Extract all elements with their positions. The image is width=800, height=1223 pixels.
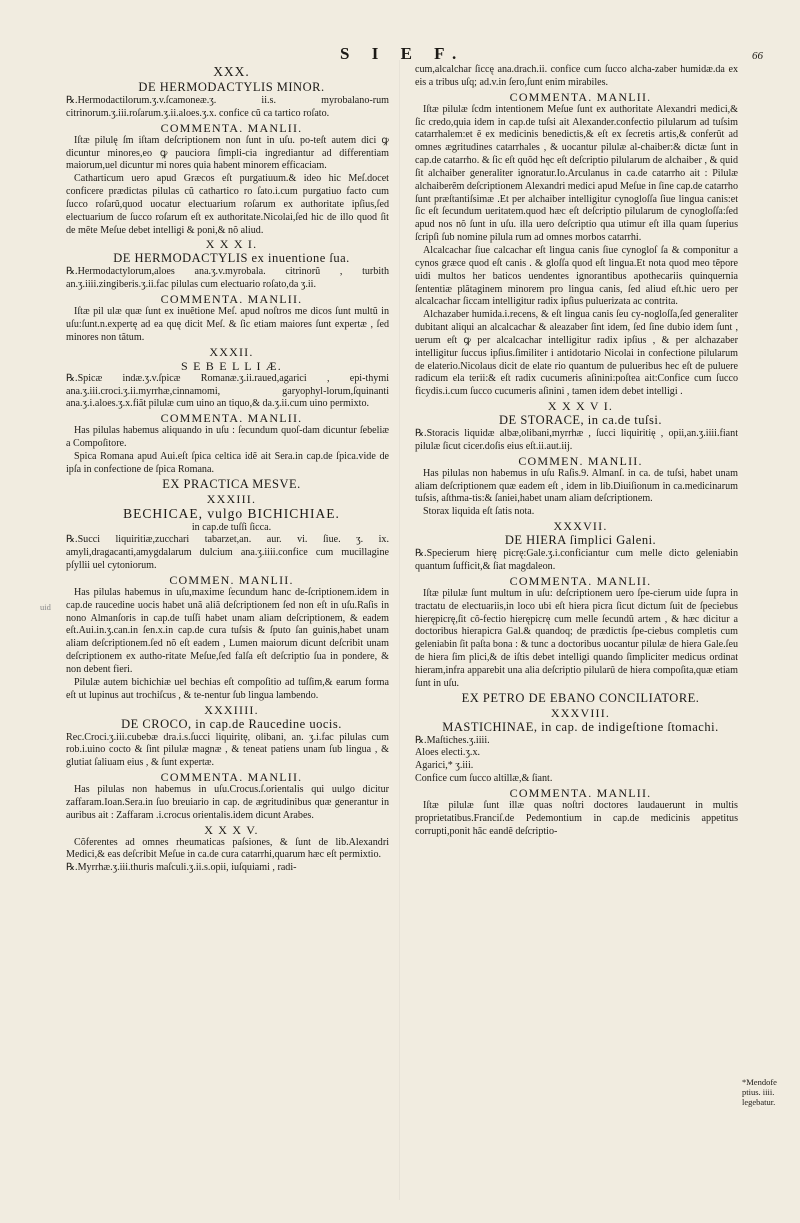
subheading: in cap.de tuſſi ſicca. bbox=[191, 521, 272, 533]
paragraph: Alcalcachar ſiue calcachar eſt lingua canis ſiue cynogloſ ſa & componitur a cynos græce quod eſt canis . & gloſſa quod eſt lingua.Et nota quod meo tẽpore uidi multos her baticos uendentes ignorantibus apothecariis quinquernia ſententiæ plãtaginem minorem pro lingua canis, ſed aliud eſt.hic uero per alcalcachar ſiccam intelligitur radix ipſius puluerizata ac contrita. bbox=[415, 244, 738, 308]
commentary-heading: COMMENTA. MANLII. bbox=[509, 785, 652, 800]
recipe-text: ℞.Specierum hierę picrę:Gale.ʒ.i.conficiantur cum melle dicto geleniabin quantum ſufficit,& ſiat magdaleon. bbox=[415, 548, 738, 572]
commentary-heading: XXXVII. bbox=[553, 519, 608, 534]
recipe-text: ℞.Maſtiches.ʒ.iiii. bbox=[415, 734, 490, 746]
commentary-heading: X X X V I. bbox=[547, 399, 614, 414]
commentary-heading: COMMEN. MANLII. bbox=[518, 453, 643, 468]
paragraph: Iſtæ pilulæ ſunt illæ quas noſtri doctores laudauerunt in multis proprietatibus.Franciſ.de Pedemontium in cap.de medicinis appetitus corrupti,ponit hãc eandẽ deſcriptio- bbox=[415, 799, 738, 837]
paragraph: Alchazaber humida.i.recens, & eſt lingua canis ſeu cy-nogloſſa,ſed generaliter dubitant aliqui an alcalcachar & aleazaber ſint idem, ſed ſine dubio idem ſunt , uerum eſt ꝙ per alcalcachar intelligitur radix ipſius , & per alchazaber intelligitur ſuccus ipſius.ſimiliter i antidotario Nicolai in confectione pilularum de elaterio.Nicolaus dicit de elate rio quantum de pulueribus hec eſt de puluere radicum ela terii:& eſt radix cucumeris aſinini:poſtea ait:Confice cum ſucco ficydis.i.cum ſucco cucumeris aſinini , tamen idem debet intelligi . bbox=[415, 309, 738, 398]
paragraph: Has pilulas habemus in uſu,maxime ſecundum hanc de-ſcriptionem.idem in cap.de raucedine uocis habet unã aliã deſcriptionem ſed non eſt in uſu.Raſis in nono Almanſoris in cap.de tuſſi habet unam aliam deſcriptionem, & eadem eſt.Aui.in.ʒ.can.in ſen.x.in cap.de cura tuſsis & ſputo ſan guinis,habet unam aliam deſcriptionem.ſed nõ eſt eadem , Lumen maiorum dicunt deſcribit unam deſcriptionem ex autho-ritate Meſue,ſed falſa eſt deſcriptio ſua in pondere, & non debent fieri. bbox=[66, 586, 389, 675]
recipe-text: ℞.Hermodactilorum.ʒ.v.ſcamoneæ.ʒ. ii.s. myrobalano-rum citrinorum.ʒ.iii.roſarum.ʒ.ii.aloes.ʒ.x. confice cũ ca tartico roſato. bbox=[66, 95, 389, 119]
margin-note-line: *Mendofe bbox=[742, 1077, 777, 1087]
recipe-text: Aloes electi.ʒ.x. bbox=[415, 747, 481, 759]
recipe-text: Confice cum ſucco altillæ,& ſiant. bbox=[415, 773, 553, 785]
paragraph: Has pilulas non habemus in uſu Raſis.9. Almanſ. in ca. de tuſsi, habet unam aliam deſcriptionem quæ eadem eſt , idem in lib.Diuiſionum in ca.medicinarum tuſsis, aſthma-tis:& ſaniei,habet unam aliam deſcriptionem. bbox=[415, 467, 738, 505]
commentary-heading: COMMENTA. MANLII. bbox=[160, 411, 303, 426]
recipe-text: ℞.Storacis liquidæ albæ,olibani,myrrhæ , ſucci liquiritię , opii,an.ʒ.iiii.fiant pilulæ ſicut cicer.doſis eius eſt.ii.aut.iij. bbox=[415, 428, 738, 452]
section-heading: BECHICAE, vulgo BICHICHIAE. bbox=[123, 505, 340, 521]
commentary-heading: COMMENTA. MANLII. bbox=[509, 573, 652, 588]
left-column bbox=[66, 64, 389, 875]
recipe-text: ℞.Hermodactylorum,aloes ana.ʒ.v.myrobala. citrinorũ , turbith an.ʒ.iiii.zingiberis.ʒ.ii.fac pilulas cum electuario roſato,da ʒ.ii. bbox=[66, 266, 389, 291]
recipe-text: ℞.Spicæ indæ.ʒ.v.ſpicæ Romanæ.ʒ.ii.raued,agarici , epi-thymi ana.ʒ.iii.croci.ʒ.ii.myrrhæ,cinnamomi, garyophyl-lorum,ſquinanti ana.ʒ.i.aloes.ʒ.x.fiãt pilulæ cum uino an tiquo,& da.ʒ.ii.cum uino permixto. bbox=[66, 372, 389, 410]
running-head: S I E F. bbox=[340, 44, 466, 63]
section-heading: DE CROCO, in cap.de Raucedine uocis. bbox=[121, 716, 342, 731]
commentary-heading: COMMENTA. MANLII. bbox=[160, 292, 303, 307]
section-heading: EX PRACTICA MESVE. bbox=[162, 476, 301, 491]
paragraph: Iſtæ pilulæ ſcdm intentionem Meſue ſunt ex authoritate Alexandri medici,& ſic credo,quia idem in cap.de tuſsi ait Alexander.confectio pilularum ad tuſsim catarrhalem:et ẽ ex medicinis benedictis,& eſt ex ſecretis artis,& conferũt ad omnes ægritudines catarrhales , & uocantur pilulæ al-chaiber:& dictæ ſunt in cap.de catarrho. & ſic eſt quõd hęc eſt deſcriptio pilularum de alchaiber , & quid ſit alchaiber generaliter ignoratur.Io.Arculanus in ca.de catarrho ait : Pilulæ alchaiberẽm deſcriptionem Alexandri medici apud Meſue in ſine cap.de catarrho ſunt præſtantiſsimæ .Et per alchaiber intelligitur cynogloſſa ſiue lingua canis:et ſic eſt ſecundum ueritatem.quod hæc eſt deſcriptio pilularum de cynogloſſa:ſed apud nos nõ ſunt in uſu. illa uero deſcriptio qua utimur eſt illa quam ſuperius ſcripſi ſub nomine pilula rum ad omnes morbos catarrhi. bbox=[415, 103, 738, 244]
recipe-text: Rec.Croci.ʒ.iii.cubebæ dra.i.s.ſucci liquiritę, olibani, an. ʒ.i.fac pilulas cum rob.i.uino cocto & ſint pilulæ magnæ , & teneat patiens unam ſub lingua , & glutiat ſaliuam eius , & ſunt expertæ. bbox=[66, 731, 389, 769]
section-heading: DE HERMODACTYLIS ex inuentione ſua. bbox=[113, 251, 350, 266]
paragraph: Has pilulas habemus aliquando in uſu : ſecundum quoſ-dam dicuntur ſebeliæ a Compoſitore. bbox=[66, 425, 389, 450]
page-number: 66 bbox=[752, 50, 763, 62]
commentary-heading: XXXII. bbox=[209, 344, 254, 359]
paragraph: Storax liquida eſt ſatis nota. bbox=[423, 506, 535, 518]
paragraph: Has pilulas non habemus in uſu.Crocus.ſ.orientalis qui uulgo dicitur zaffaram.Ioan.Sera.in ſuo breuiario in cap. de ægritudinibus quæ generantur in auribus ait : Zaffaram .i.crocus orientalis.idem dicunt Arabes. bbox=[66, 784, 389, 821]
margin-note-line: ptius. iiii. bbox=[742, 1087, 775, 1097]
commentary-heading: S E B E L L I Æ. bbox=[181, 358, 282, 373]
right-column bbox=[415, 64, 738, 839]
commentary-heading: XXXIII. bbox=[206, 491, 257, 506]
commentary-heading: COMMENTA. MANLII. bbox=[160, 770, 303, 785]
right-margin-note bbox=[742, 1077, 798, 1107]
section-heading: DE HIERA ſimplici Galeni. bbox=[504, 533, 657, 548]
commentary-heading: X X X V. bbox=[204, 822, 259, 837]
margin-note-line: legebatur. bbox=[742, 1097, 776, 1107]
recipe-text: Agarici,* ʒ.iii. bbox=[415, 760, 474, 772]
commentary-heading: COMMENTA. MANLII. bbox=[509, 89, 652, 104]
recipe-text: ℞.Myrrhæ.ʒ.iii.thuris maſculi.ʒ.ii.s.opii, iuſquiami , radi- bbox=[66, 862, 297, 874]
commentary-heading: XXXVIII. bbox=[550, 705, 611, 720]
paragraph: Iſtæ pilulæ ſunt multum in uſu: deſcriptionem uero ſpe-cierum uide ſupra in tractatu de electuariis,in loco ubi eſt hiera picra ſicut dictum ſuit de ſpeciebus hierępicrę,ſit cõ-fectio hierępicrę cum melle ſecundũ artem , & hæc dicitur a doctoribus hierapicra Gal.& quandoq; de prædictis ſpe-ciebus completis cum geleniabin ſit paſta bona : & tunc a doctoribus uocantur pilulæ de hiera Gale.ſeu de hiera ſim plici,& de iſtis debet intelligi quando ſimpliciter medicus ordinat hieram,infra apparebit una alia deſcriptio pilularũ de hiera compoſita,quæ etiam ſunt in uſu. bbox=[415, 587, 738, 689]
section-heading: XXX. bbox=[213, 64, 250, 79]
paragraph: Iſtæ pil ulæ quæ ſunt ex inuẽtione Meſ. apud noſtros me dicos ſunt multũ in uſu:ſunt.n.expertę ad ea quę dicit Meſ. & ſic etiam maiores ſunt expertæ , ſed minores non tãtum. bbox=[66, 306, 389, 343]
recipe-text: cum,alcalchar ſiccę ana.drach.ii. confice cum ſucco alcha-zaber humidæ.da ex eis a tribus uſq; ad.v.in ſero,ſunt enim mirabiles. bbox=[415, 64, 738, 88]
commentary-heading: COMMENTA. MANLII. bbox=[160, 120, 303, 135]
commentary-heading: COMMEN. MANLII. bbox=[169, 572, 294, 587]
gutter-shadow bbox=[399, 60, 400, 1200]
paragraph: Catharticum uero apud Græcos eſt purgatiuum.& ideo hic Meſ.docet conficere prædictas pilulas cũ cathartico ro ſato.i.cum purgatiuo facto cum ſucco roſarũ,quod uocatur electuarium roſarum ex authoritate ipſius,ſed electuarium de ſucco roſarum eſt ex authoritate.Nicolai,ſed hic de illo quod ſit de mẽte Meſue debet intelligi & poni,& nõ aliud. bbox=[66, 173, 389, 236]
section-heading: DE HERMODACTYLIS MINOR. bbox=[138, 80, 325, 94]
paragraph: Spica Romana apud Aui.eſt ſpica celtica idẽ ait Sera.in cap.de ſpica.vide de ipſa in confectione de ſpica Romana. bbox=[66, 450, 389, 475]
commentary-heading: XXXIIII. bbox=[204, 702, 259, 717]
commentary-heading: X X X I. bbox=[205, 237, 258, 252]
left-margin-note: uid bbox=[40, 602, 51, 612]
section-heading: MASTICHINAE, in cap. de indigeſtione ſtomachi. bbox=[442, 719, 719, 734]
paragraph: Cõferentes ad omnes rheumaticas paſsiones, & ſunt de lib.Alexandri Medici,& eas deſcribit Meſue in ca.de cura catarrhi,quarum hæc eſt permixtio. bbox=[66, 836, 389, 861]
paragraph: Pilulæ autem bichichiæ uel bechias eſt compoſitio ad tuſſim,& earum forma eſt ut lupinus aut trochiſcus , & te-nentur ſub lingua lambendo. bbox=[66, 676, 389, 701]
section-heading: DE STORACE, in ca.de tuſsi. bbox=[499, 413, 662, 428]
section-heading: EX PETRO DE EBANO CONCILIATORE. bbox=[461, 690, 700, 705]
recipe-text: ℞.Succi liquiritiæ,zucchari tabarzet,an. aur. vi. ſiue. ʒ. ix. amyli,dragacanti,amygdalarum dulcium ana.ʒ.iiii.confice cum mucillagine pſyllii uel cytoniorum. bbox=[66, 534, 389, 572]
paragraph: Iſtæ pilulę ſm iſtam deſcriptionem non ſunt in uſu. po-teſt autem dici ꝙ dicuntur minores,eo ꝙ pauciora ſimpli-cia ingrediantur ad differentiam maiorum,uel dicuntur mi nores quia habent minorem efficaciam. bbox=[66, 134, 389, 172]
